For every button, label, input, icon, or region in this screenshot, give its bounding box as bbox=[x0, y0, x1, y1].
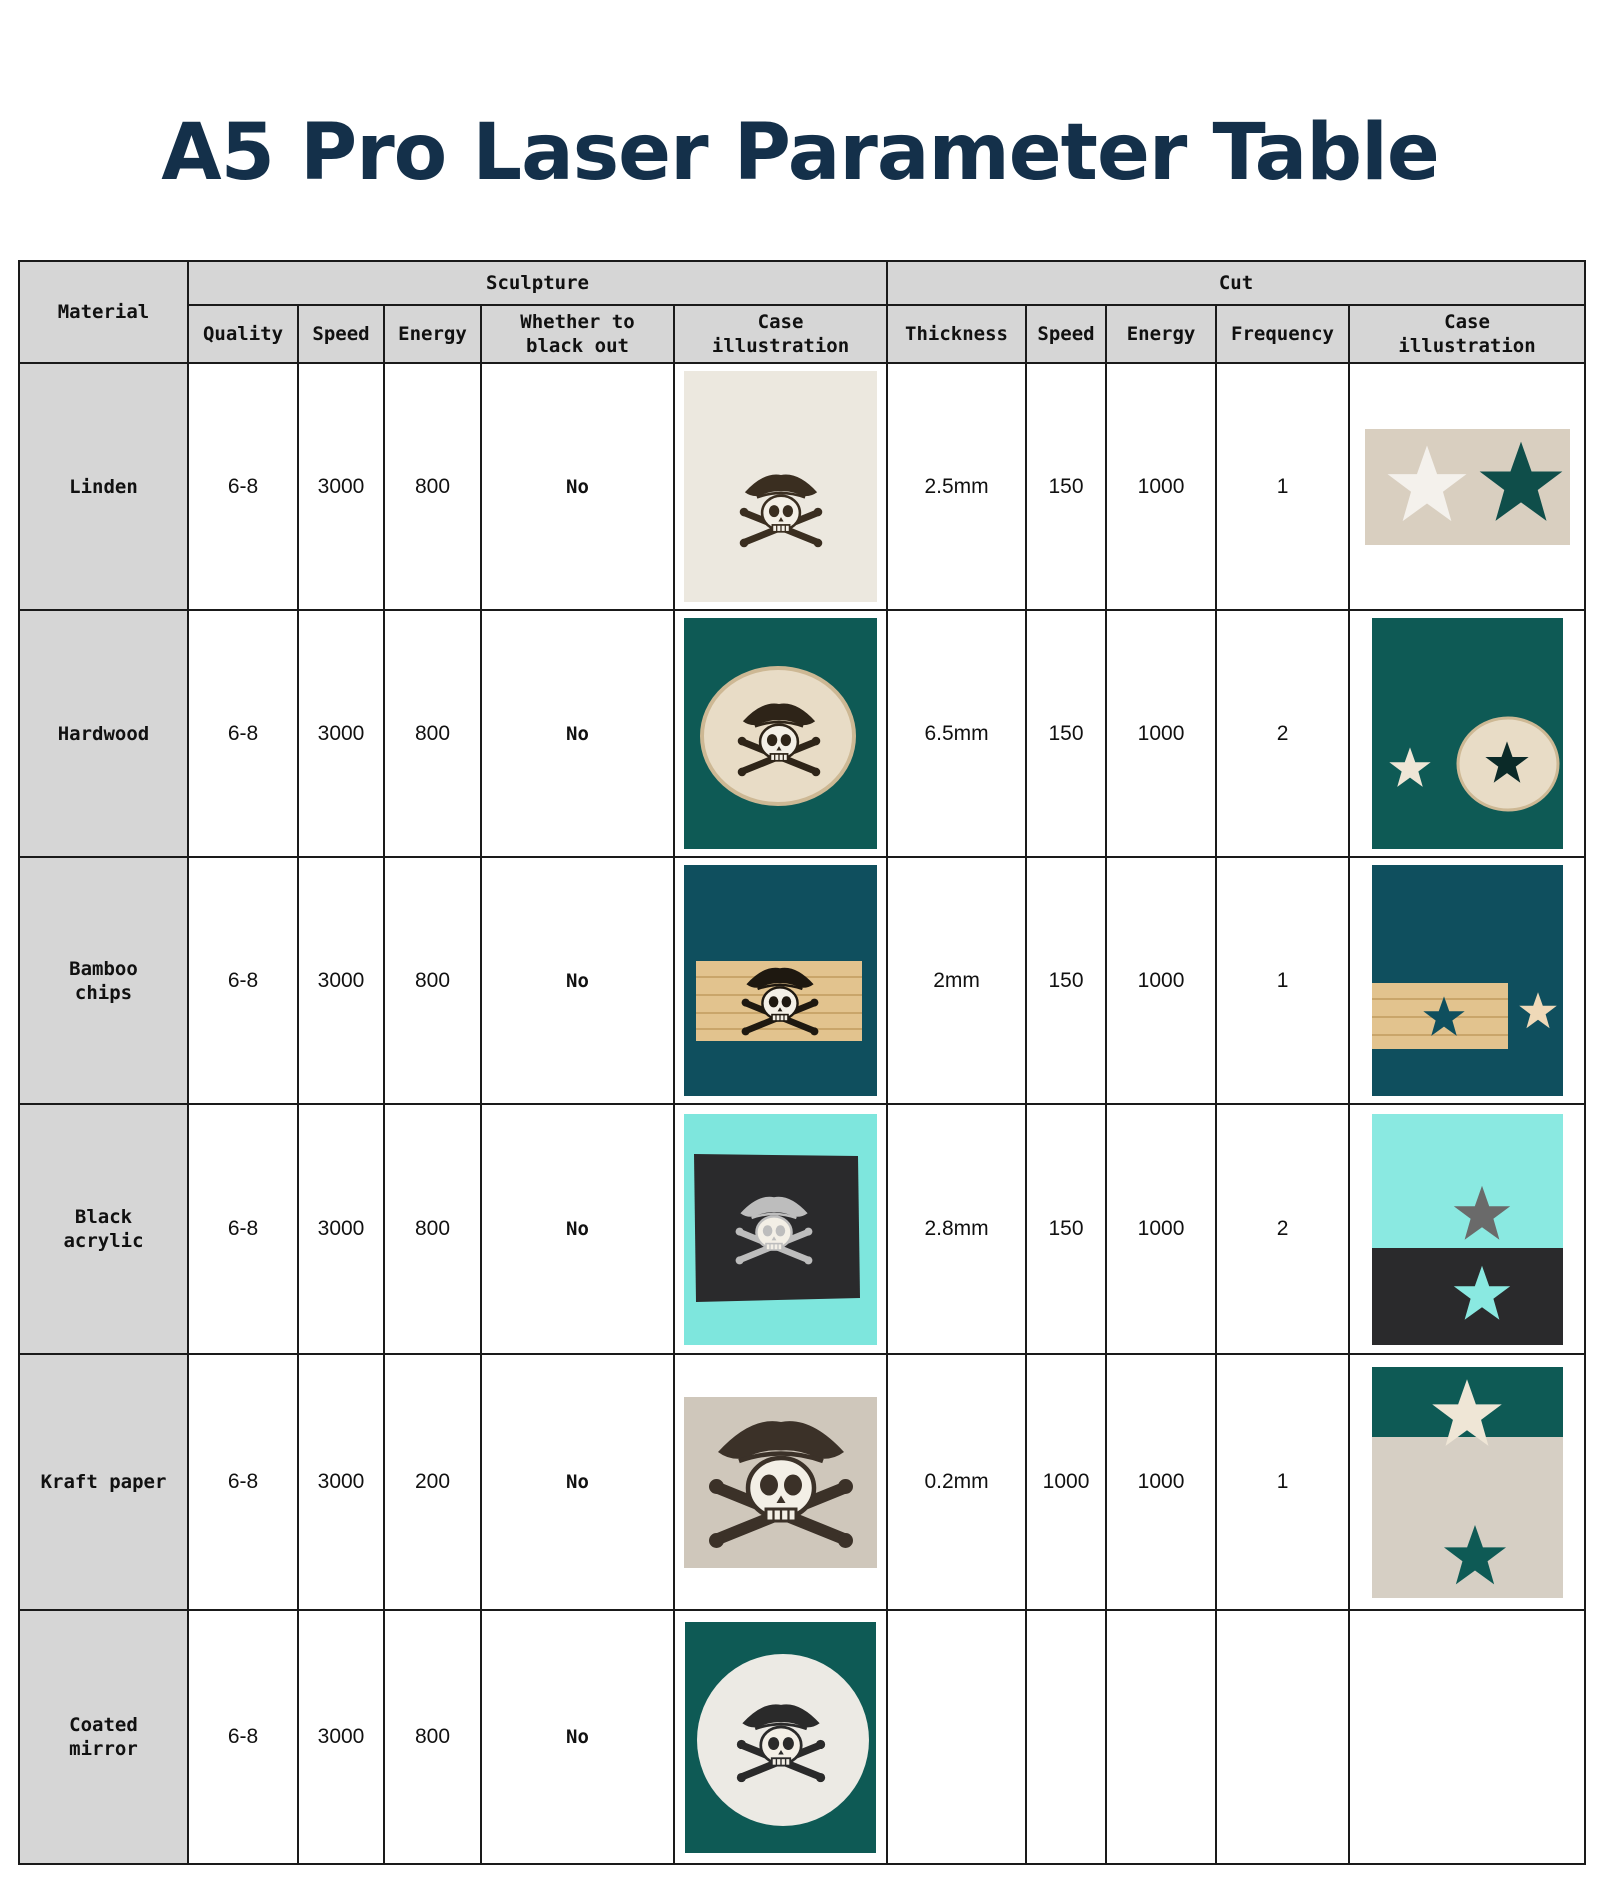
sculpture-illustration-cell bbox=[674, 363, 887, 610]
frequency-cell: 2 bbox=[1216, 610, 1349, 857]
energy-cell: 800 bbox=[384, 610, 481, 857]
speed-cell: 3000 bbox=[298, 363, 384, 610]
bamboo-cut-photo bbox=[1372, 865, 1563, 1096]
energy-header: Energy bbox=[384, 305, 481, 363]
quality-cell: 6-8 bbox=[188, 1610, 298, 1864]
table-row bbox=[19, 1610, 1585, 1864]
sculpture-illustration-header: Case illustration bbox=[674, 305, 887, 363]
speed-cell: 3000 bbox=[298, 1354, 384, 1610]
cut-group-header: Cut bbox=[887, 261, 1585, 305]
cut-energy-header: Energy bbox=[1106, 305, 1216, 363]
material-cell: Linden bbox=[19, 363, 188, 610]
material-cell: Bamboo chips bbox=[19, 857, 188, 1104]
material-header: Material bbox=[19, 261, 188, 363]
frequency-cell: 1 bbox=[1216, 1354, 1349, 1610]
cut-energy-cell: 1000 bbox=[1106, 857, 1216, 1104]
hardwood-engraving-photo bbox=[684, 618, 877, 849]
black-out-cell: No bbox=[481, 1610, 674, 1864]
page-title: A5 Pro Laser Parameter Table bbox=[161, 108, 1439, 198]
material-cell: Kraft paper bbox=[19, 1354, 188, 1610]
material-cell: Coated mirror bbox=[19, 1610, 188, 1864]
frequency-cell: 1 bbox=[1216, 857, 1349, 1104]
cut-speed-cell: 1000 bbox=[1026, 1354, 1106, 1610]
laser-parameter-table bbox=[18, 260, 1586, 1865]
sculpture-illustration-cell bbox=[674, 610, 887, 857]
quality-cell: 6-8 bbox=[188, 1354, 298, 1610]
cut-speed-cell: 150 bbox=[1026, 857, 1106, 1104]
black-out-cell: No bbox=[481, 1354, 674, 1610]
black-out-cell: No bbox=[481, 1104, 674, 1354]
frequency-header: Frequency bbox=[1216, 305, 1349, 363]
speed-cell: 3000 bbox=[298, 1610, 384, 1864]
table-row bbox=[19, 1104, 1585, 1354]
black-out-cell: No bbox=[481, 610, 674, 857]
sculpture-illustration-cell bbox=[674, 1354, 887, 1610]
black-out-cell: No bbox=[481, 363, 674, 610]
energy-cell: 200 bbox=[384, 1354, 481, 1610]
sculpture-illustration-cell bbox=[674, 1104, 887, 1354]
thickness-header: Thickness bbox=[887, 305, 1026, 363]
cut-illustration-cell bbox=[1349, 610, 1585, 857]
table-row bbox=[19, 1354, 1585, 1610]
cut-speed-cell: 150 bbox=[1026, 1104, 1106, 1354]
sculpture-illustration-cell bbox=[674, 857, 887, 1104]
speed-cell: 3000 bbox=[298, 857, 384, 1104]
material-cell: Hardwood bbox=[19, 610, 188, 857]
thickness-cell bbox=[887, 1610, 1026, 1864]
frequency-cell: 2 bbox=[1216, 1104, 1349, 1354]
cut-speed-cell: 150 bbox=[1026, 610, 1106, 857]
thickness-cell: 2mm bbox=[887, 857, 1026, 1104]
energy-cell: 800 bbox=[384, 363, 481, 610]
frequency-cell: 1 bbox=[1216, 363, 1349, 610]
linden-engraving-photo bbox=[684, 371, 877, 602]
cut-speed-header: Speed bbox=[1026, 305, 1106, 363]
energy-cell: 800 bbox=[384, 857, 481, 1104]
cut-illustration-header: Case illustration bbox=[1349, 305, 1585, 363]
table-row bbox=[19, 610, 1585, 857]
energy-cell: 800 bbox=[384, 1610, 481, 1864]
bamboo-engraving-photo bbox=[684, 865, 877, 1096]
cut-speed-cell bbox=[1026, 1610, 1106, 1864]
linden-cut-photo bbox=[1365, 429, 1570, 545]
mirror-engraving-photo bbox=[685, 1622, 876, 1853]
thickness-cell: 0.2mm bbox=[887, 1354, 1026, 1610]
quality-cell: 6-8 bbox=[188, 1104, 298, 1354]
cut-energy-cell: 1000 bbox=[1106, 363, 1216, 610]
acrylic-engraving-photo bbox=[684, 1114, 877, 1345]
cut-energy-cell: 1000 bbox=[1106, 1104, 1216, 1354]
speed-header: Speed bbox=[298, 305, 384, 363]
table-row bbox=[19, 857, 1585, 1104]
cut-illustration-cell bbox=[1349, 363, 1585, 610]
black-out-header: Whether to black out bbox=[481, 305, 674, 363]
cut-energy-cell: 1000 bbox=[1106, 610, 1216, 857]
energy-cell: 800 bbox=[384, 1104, 481, 1354]
frequency-cell bbox=[1216, 1610, 1349, 1864]
material-cell: Black acrylic bbox=[19, 1104, 188, 1354]
cut-illustration-cell bbox=[1349, 857, 1585, 1104]
cut-speed-cell: 150 bbox=[1026, 363, 1106, 610]
speed-cell: 3000 bbox=[298, 1104, 384, 1354]
cut-energy-cell bbox=[1106, 1610, 1216, 1864]
hardwood-cut-photo bbox=[1372, 618, 1563, 849]
table-row bbox=[19, 363, 1585, 610]
quality-header: Quality bbox=[188, 305, 298, 363]
kraft-engraving-photo bbox=[684, 1397, 877, 1568]
cut-energy-cell: 1000 bbox=[1106, 1354, 1216, 1610]
black-out-cell: No bbox=[481, 857, 674, 1104]
quality-cell: 6-8 bbox=[188, 610, 298, 857]
quality-cell: 6-8 bbox=[188, 857, 298, 1104]
sculpture-group-header: Sculpture bbox=[188, 261, 887, 305]
thickness-cell: 2.8mm bbox=[887, 1104, 1026, 1354]
kraft-cut-photo bbox=[1372, 1367, 1563, 1598]
thickness-cell: 6.5mm bbox=[887, 610, 1026, 857]
sculpture-illustration-cell bbox=[674, 1610, 887, 1864]
quality-cell: 6-8 bbox=[188, 363, 298, 610]
cut-illustration-cell bbox=[1349, 1104, 1585, 1354]
cut-illustration-cell bbox=[1349, 1610, 1585, 1864]
speed-cell: 3000 bbox=[298, 610, 384, 857]
acrylic-cut-photo bbox=[1372, 1114, 1563, 1345]
thickness-cell: 2.5mm bbox=[887, 363, 1026, 610]
cut-illustration-cell bbox=[1349, 1354, 1585, 1610]
